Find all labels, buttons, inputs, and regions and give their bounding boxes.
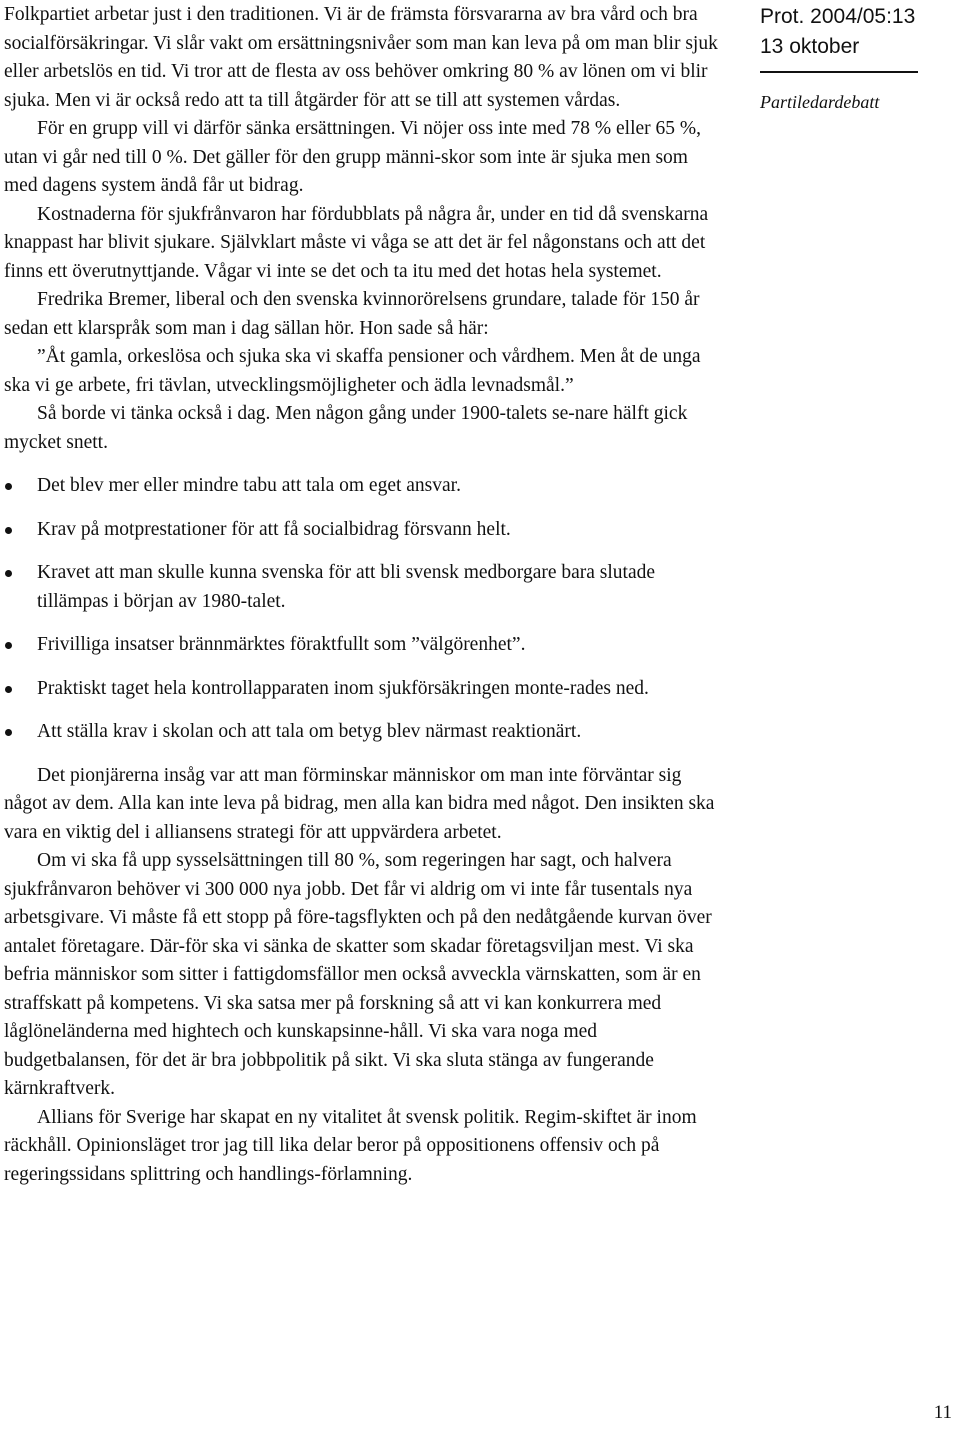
paragraph: Kostnaderna för sjukfrånvaron har fördubblats på några år, under en tid då svenskarna knappast har blivit sjukare. Självklart måste vi våga se att det är fel någonstans och att det finns ett överutnyttjande. Vågar vi inte se det och ta itu med det hotas hela systemet. — [4, 203, 709, 282]
list-item: Krav på motprestationer för att få socialbidrag försvann helt. — [4, 516, 726, 545]
list-item: Frivilliga insatser brännmärktes föraktfullt som ”välgörenhet”. — [4, 631, 726, 660]
paragraph: För en grupp vill vi därför sänka ersättningen. Vi nöjer oss inte med 78 % eller 65 %, utan vi går ned till 0 %. Det gäller för den grupp männi-skor som inte är sjuka men som med dagens system ändå får ut bidrag. — [4, 118, 702, 196]
main-text-column — [4, 0, 726, 1189]
paragraph: Om vi ska få upp sysselsättningen till 80 %, som regeringen har sagt, och halvera sjukfrånvaron behöver vi 300 000 nya jobb. Det får vi aldrig om vi inte får tusentals nya arbetsgivare. Vi måste få ett stopp på före-tagsflykten och på den nedåtgående kurvan över antalet företagare. Där-för ska vi sänka de skatter som skadar företagsviljan mest. Vi ska befria människor som sitter i fattigdomsfällor men också avveckla värnskatten, som är en straffskatt på kompetens. Vi ska satsa mer på forskning så att vi kan konkurrera med låglöneländerna med hightech och kunskapsinne-håll. Vi ska vara noga med budgetbalansen, för det är bra jobbpolitik på sikt. Vi ska sluta stänga av fungerande kärnkraftverk. — [4, 850, 712, 1099]
session-date: 13 oktober — [760, 35, 860, 58]
list-item: Det blev mer eller mindre tabu att tala om eget ansvar. — [4, 472, 726, 501]
paragraph: Det pionjärerna insåg var att man förminskar människor om man inte förväntar sig något av dem. Alla kan inte leva på bidrag, men alla kan bidra med något. Den insikten ska vara en viktig del i alliansens strategi för att uppvärdera arbetet. — [4, 764, 715, 843]
paragraph: Folkpartiet arbetar just i den traditionen. Vi är de främsta försvararna av bra vård och bra socialförsäkringar. Vi slår vakt om ersättningsnivåer som man kan leva på om man blir sjuk eller arbetslös en tid. Vi tror att de flesta av oss behöver omkring 80 % av lönen om vi blir sjuka. Men vi är också redo att ta till åtgärder för att se till att systemen vårdas. — [4, 4, 718, 111]
margin-header — [760, 2, 950, 115]
header-divider — [760, 71, 918, 73]
quote-paragraph: ”Åt gamla, orkeslösa och sjuka ska vi skaffa pensioner och vårdhem. Men åt de unga ska vi ge arbete, fri tävlan, utvecklingsmöjligheter och ädla levnadsmål.” — [4, 346, 701, 396]
paragraph: Allians för Sverige har skapat en ny vitalitet åt svensk politik. Regim-skiftet är inom räckhåll. Opinionsläget tror jag till lika delar beror på oppositionens offensiv och på regeringssidans splittring och handlings-förlamning. — [4, 1106, 697, 1185]
paragraph: Så borde vi tänka också i dag. Men någon gång under 1900-talets se-nare hälft gick mycket snett. — [4, 403, 688, 453]
bullet-list — [4, 472, 726, 747]
paragraph: Fredrika Bremer, liberal och den svenska kvinnorörelsens grundare, talade för 150 år sedan ett klarspråk som man i dag sällan hör. Hon sade så här: — [4, 289, 700, 339]
list-item: Att ställa krav i skolan och att tala om betyg blev närmast reaktionärt. — [4, 718, 726, 747]
list-item: Kravet att man skulle kunna svenska för att bli svensk medborgare bara slutade tillämpas i början av 1980-talet. — [4, 559, 726, 616]
protocol-number: Prot. 2004/05:13 — [760, 5, 916, 28]
list-item: Praktiskt taget hela kontrollapparaten inom sjukförsäkringen monte-rades ned. — [4, 675, 726, 704]
debate-topic: Partiledardebatt — [760, 92, 880, 112]
page-number: 11 — [933, 1402, 952, 1423]
